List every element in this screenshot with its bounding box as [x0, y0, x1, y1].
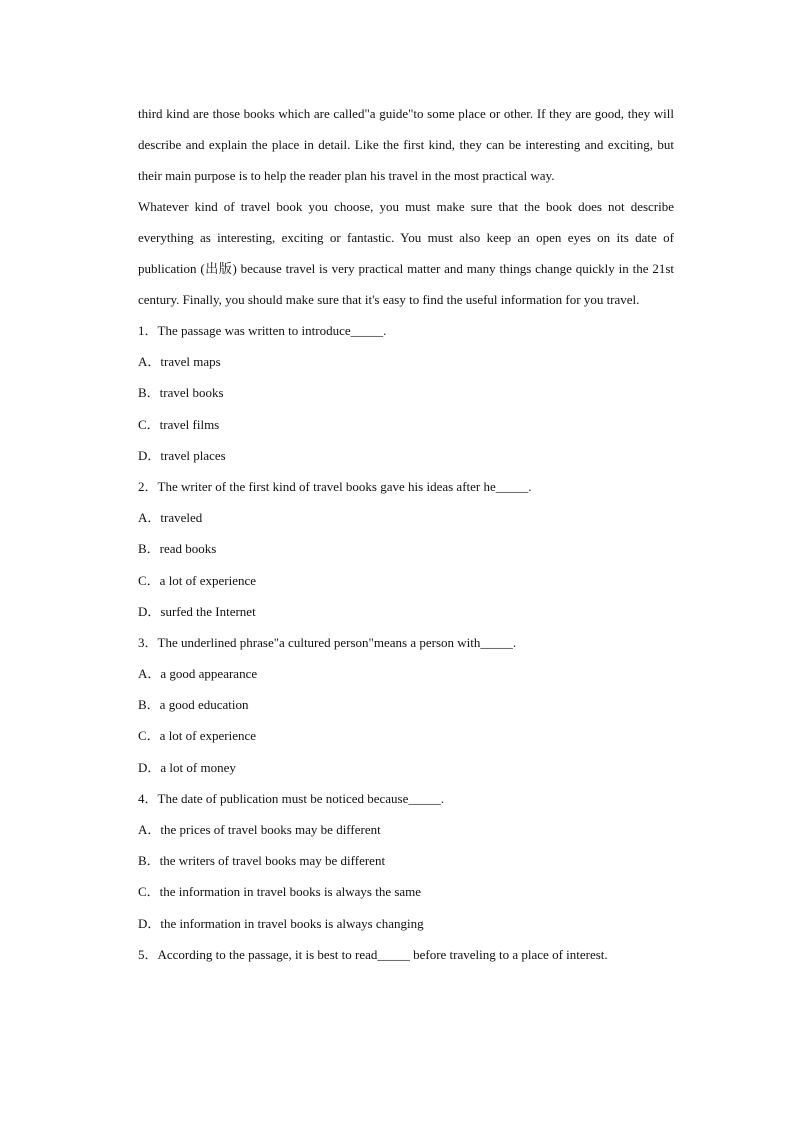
option-c: C．a lot of experience [138, 572, 257, 588]
question-stem: 3．The underlined phrase"a cultured person"means a person with_____. [138, 634, 517, 650]
option-a: A．traveled [138, 510, 203, 526]
option-c: C．the information in travel books is always the same [138, 884, 422, 900]
option-b: B．the writers of travel books may be different [138, 853, 386, 869]
question-5 [138, 939, 674, 970]
question-3 [138, 627, 674, 783]
passage-paragraph: Whatever kind of travel book you choose, you must make sure that the book does not describe everything as interesting, exciting or fantastic. You must also keep an open eyes on its date of publication (出版) because travel is very practical matter and many things change quickly in the 21st century. Finally, you should make sure that it's easy to find the useful information for you travel. [138, 199, 674, 307]
question-2 [138, 471, 674, 627]
document-page [138, 98, 674, 970]
option-c: C．travel films [138, 416, 220, 432]
option-b: B．a good education [138, 697, 249, 713]
option-c: C．a lot of experience [138, 728, 257, 744]
option-a: A．a good appearance [138, 666, 258, 682]
question-4 [138, 783, 674, 939]
question-stem: 1．The passage was written to introduce_____. [138, 323, 387, 338]
option-d: D．travel places [138, 447, 226, 463]
passage-paragraph: third kind are those books which are called"a guide"to some place or other. If they are good, they will describe and explain the place in detail. Like the first kind, they can be interesting and exciting, but their main purpose is to help the reader plan his travel in the most practical way. [138, 106, 674, 183]
option-a: A．travel maps [138, 354, 221, 370]
question-1 [138, 315, 674, 471]
option-b: B．read books [138, 541, 217, 557]
option-d: D．a lot of money [138, 759, 236, 775]
question-stem: 4．The date of publication must be noticed because_____. [138, 790, 445, 806]
question-stem: 2．The writer of the first kind of travel books gave his ideas after he_____. [138, 478, 532, 494]
option-b: B．travel books [138, 385, 224, 401]
option-d: D．the information in travel books is always changing [138, 915, 424, 931]
option-a: A．the prices of travel books may be different [138, 822, 381, 837]
option-d: D．surfed the Internet [138, 603, 256, 619]
question-stem: 5．According to the passage, it is best to read_____ before traveling to a place of interest. [138, 946, 608, 962]
